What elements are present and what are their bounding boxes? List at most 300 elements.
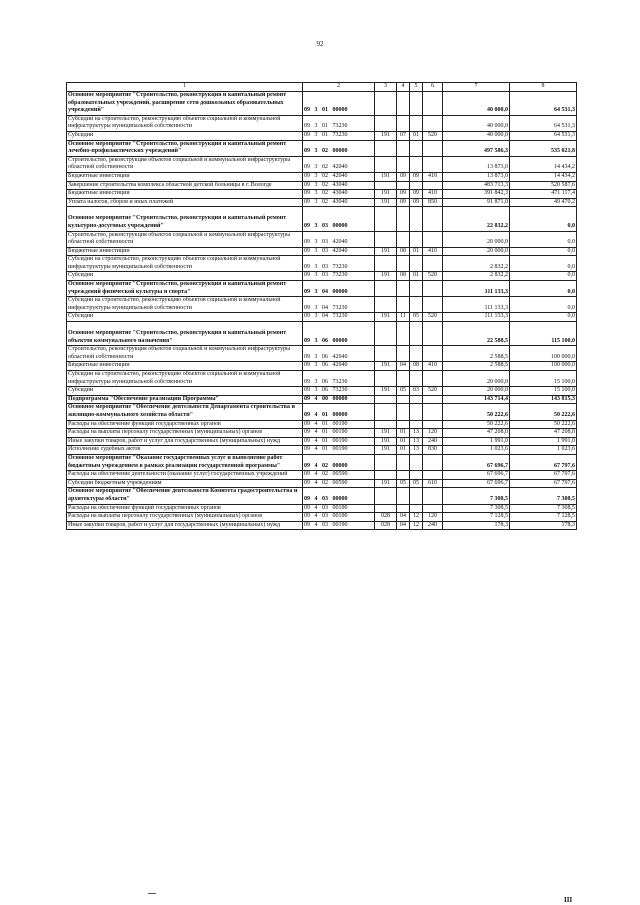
subsection-code-cell: 03 (410, 387, 423, 396)
amount-year1-cell: 67 696,7 (443, 479, 510, 488)
target-code-cell: 09 4 03 00190 (303, 513, 375, 522)
amount-year1-cell: 2 832,2 (443, 256, 510, 272)
expense-type-cell: 120 (423, 429, 443, 438)
subsection-code-cell: 01 (410, 131, 423, 140)
amount-year1-cell: 178,3 (443, 521, 510, 530)
expense-type-cell: 520 (423, 131, 443, 140)
section-code-cell (397, 92, 410, 116)
section-code-cell: 01 (397, 446, 410, 455)
amount-year2-cell: 14 434,2 (510, 156, 577, 172)
subsection-code-cell: 01 (410, 247, 423, 256)
table-row (67, 256, 577, 272)
target-code-cell: 09 4 00 00000 (303, 395, 375, 404)
expense-type-cell: 120 (423, 513, 443, 522)
row-name-cell: Субсидии (67, 131, 303, 140)
subsection-code-cell (410, 207, 423, 231)
subsection-code-cell (410, 454, 423, 470)
subsection-code-cell: 12 (410, 513, 423, 522)
amount-year2-cell: 0,0 (510, 272, 577, 281)
table-row (67, 156, 577, 172)
row-name-cell: Уплата налогов, сборов и иных платежей (67, 198, 303, 207)
target-code-cell: 09 3 01 73230 (303, 131, 375, 140)
section-code-cell (397, 371, 410, 387)
amount-year1-cell: 67 696,7 (443, 471, 510, 480)
section-code-cell: 04 (397, 521, 410, 530)
scan-mark (148, 893, 156, 894)
amount-year2-cell: 67 797,6 (510, 471, 577, 480)
expense-type-cell: 240 (423, 437, 443, 446)
amount-year2-cell: 471 117,4 (510, 190, 577, 199)
amount-year2-cell: 7 308,5 (510, 504, 577, 513)
target-code-cell: 09 3 02 43040 (303, 190, 375, 199)
ministry-code-cell (375, 140, 397, 156)
ministry-code-cell: 191 (375, 313, 397, 322)
table-row (67, 172, 577, 181)
target-code-cell: 09 3 04 73230 (303, 297, 375, 313)
amount-year1-cell: 2 832,2 (443, 272, 510, 281)
table-row (67, 387, 577, 396)
subsection-code-cell: 05 (410, 479, 423, 488)
amount-year2-cell: 50 222,6 (510, 404, 577, 420)
amount-year2-cell: 1 991,0 (510, 437, 577, 446)
subsection-code-cell (410, 488, 423, 504)
amount-year1-cell: 40 000,0 (443, 131, 510, 140)
ministry-code-cell: 191 (375, 172, 397, 181)
table-row (67, 131, 577, 140)
row-name-cell: Субсидии на строительство, реконструкцию объектов социальной и коммунальной инфраструктуры муниципальной собственности (67, 371, 303, 387)
amount-year1-cell: 13 873,0 (443, 172, 510, 181)
amount-year1-cell: 2 588,5 (443, 346, 510, 362)
expense-type-cell (423, 92, 443, 116)
table-row (67, 181, 577, 190)
amount-year2-cell: 64 531,3 (510, 131, 577, 140)
amount-year2-cell: 535 021,8 (510, 140, 577, 156)
section-code-cell (397, 420, 410, 429)
amount-year2-cell: 64 531,3 (510, 92, 577, 116)
expense-type-cell: 410 (423, 362, 443, 371)
target-code-cell: 09 4 03 00190 (303, 504, 375, 513)
ministry-code-cell (375, 92, 397, 116)
expense-type-cell: 410 (423, 172, 443, 181)
table-row (67, 429, 577, 438)
amount-year2-cell: 47 208,0 (510, 429, 577, 438)
column-header: 8 (510, 83, 577, 92)
column-header: 5 (410, 83, 423, 92)
subsection-code-cell (410, 231, 423, 247)
table-row (67, 346, 577, 362)
target-code-cell: 09 4 01 00190 (303, 437, 375, 446)
expense-type-cell (423, 488, 443, 504)
ministry-code-cell (375, 115, 397, 131)
ministry-code-cell (375, 281, 397, 297)
target-code-cell: 09 3 06 42040 (303, 346, 375, 362)
target-code-cell: 09 3 02 42040 (303, 172, 375, 181)
amount-year2-cell: 100 000,0 (510, 346, 577, 362)
amount-year1-cell: 22 832,2 (443, 207, 510, 231)
section-code-cell (397, 256, 410, 272)
section-code-cell (397, 297, 410, 313)
target-code-cell: 09 3 02 42040 (303, 156, 375, 172)
ministry-code-cell (375, 181, 397, 190)
target-code-cell: 09 4 02 00590 (303, 479, 375, 488)
amount-year2-cell: 0,0 (510, 313, 577, 322)
target-code-cell: 09 3 04 73230 (303, 313, 375, 322)
row-name-cell: Строительство, реконструкция объектов социальной и коммунальной инфраструктуры областной собственности (67, 231, 303, 247)
section-code-cell (397, 395, 410, 404)
table-row (67, 247, 577, 256)
ministry-code-cell: 191 (375, 131, 397, 140)
amount-year2-cell: 15 100,0 (510, 371, 577, 387)
section-code-cell (397, 488, 410, 504)
subsection-code-cell (410, 504, 423, 513)
expense-type-cell (423, 404, 443, 420)
ministry-code-cell: 191 (375, 446, 397, 455)
ministry-code-cell (375, 346, 397, 362)
subsection-code-cell (410, 281, 423, 297)
section-code-cell (397, 181, 410, 190)
subsection-code-cell (410, 404, 423, 420)
ministry-code-cell (375, 504, 397, 513)
subsection-code-cell (410, 92, 423, 116)
target-code-cell: 09 4 01 00190 (303, 446, 375, 455)
row-name-cell: Расходы на обеспечение функций государственных органов (67, 504, 303, 513)
subsection-code-cell (410, 395, 423, 404)
amount-year2-cell: 50 222,6 (510, 420, 577, 429)
ministry-code-cell (375, 404, 397, 420)
expense-type-cell (423, 181, 443, 190)
row-name-cell: Основное мероприятие "Строительство, реконструкция и капитальный ремонт лечебно-профилактических учреждений" (67, 140, 303, 156)
ministry-code-cell (375, 322, 397, 346)
table-row (67, 190, 577, 199)
amount-year1-cell: 7 308,5 (443, 488, 510, 504)
section-code-cell: 04 (397, 513, 410, 522)
amount-year1-cell: 40 000,0 (443, 92, 510, 116)
table-row (67, 446, 577, 455)
section-code-cell (397, 140, 410, 156)
table-row (67, 479, 577, 488)
section-code-cell (397, 207, 410, 231)
subsection-code-cell (410, 297, 423, 313)
expense-type-cell: 240 (423, 521, 443, 530)
section-code-cell: 09 (397, 172, 410, 181)
target-code-cell: 09 3 06 42040 (303, 362, 375, 371)
column-header: 6 (423, 83, 443, 92)
section-code-cell (397, 281, 410, 297)
table-row (67, 92, 577, 116)
target-code-cell: 09 3 06 00000 (303, 322, 375, 346)
section-code-cell: 07 (397, 131, 410, 140)
row-name-cell: Субсидии (67, 313, 303, 322)
row-name-cell: Субсидии (67, 272, 303, 281)
row-name-cell: Бюджетные инвестиции (67, 362, 303, 371)
row-name-cell: Субсидии (67, 387, 303, 396)
table-row (67, 471, 577, 480)
amount-year1-cell: 143 714,4 (443, 395, 510, 404)
ministry-code-cell: 191 (375, 198, 397, 207)
amount-year1-cell: 47 208,0 (443, 429, 510, 438)
amount-year2-cell: 1 023,6 (510, 446, 577, 455)
ministry-code-cell: 191 (375, 437, 397, 446)
target-code-cell: 09 3 03 73230 (303, 256, 375, 272)
table-row (67, 504, 577, 513)
subsection-code-cell (410, 256, 423, 272)
row-name-cell: Завершение строительства комплекса областной детской больницы в г. Вологде (67, 181, 303, 190)
target-code-cell: 09 4 02 00000 (303, 454, 375, 470)
target-code-cell: 09 3 04 00000 (303, 281, 375, 297)
amount-year2-cell: 7 308,5 (510, 488, 577, 504)
table-row (67, 362, 577, 371)
ministry-code-cell: 191 (375, 362, 397, 371)
ministry-code-cell (375, 488, 397, 504)
amount-year1-cell: 22 588,5 (443, 322, 510, 346)
row-name-cell: Субсидии на строительство, реконструкцию объектов социальной и коммунальной инфраструктуры муниципальной собственности (67, 256, 303, 272)
section-code-cell (397, 346, 410, 362)
table-row (67, 198, 577, 207)
target-code-cell: 09 3 03 42040 (303, 247, 375, 256)
subsection-code-cell: 05 (410, 313, 423, 322)
target-code-cell: 09 4 01 00190 (303, 429, 375, 438)
amount-year1-cell: 20 000,0 (443, 231, 510, 247)
row-name-cell: Расходы на обеспечение деятельности (оказание услуг) государственных учреждений (67, 471, 303, 480)
subsection-code-cell: 09 (410, 190, 423, 199)
target-code-cell: 09 3 06 73230 (303, 387, 375, 396)
amount-year1-cell: 67 696,7 (443, 454, 510, 470)
amount-year1-cell: 2 588,5 (443, 362, 510, 371)
amount-year1-cell: 91 871,0 (443, 198, 510, 207)
target-code-cell: 09 3 02 43040 (303, 181, 375, 190)
section-code-cell: 08 (397, 272, 410, 281)
amount-year1-cell: 50 222,6 (443, 404, 510, 420)
target-code-cell: 09 4 01 00190 (303, 420, 375, 429)
table-row (67, 371, 577, 387)
amount-year1-cell: 7 308,5 (443, 504, 510, 513)
row-name-cell: Бюджетные инвестиции (67, 190, 303, 199)
table-row (67, 404, 577, 420)
ministry-code-cell (375, 420, 397, 429)
amount-year2-cell: 520 587,6 (510, 181, 577, 190)
section-code-cell (397, 156, 410, 172)
column-header: 3 (375, 83, 397, 92)
subsection-code-cell (410, 140, 423, 156)
table-row (67, 281, 577, 297)
table-row (67, 207, 577, 231)
row-name-cell: Основное мероприятие "Строительство, реконструкция и капитальный ремонт образовательных учреждений, расширение сети дошкольных образовательных учреждений" (67, 92, 303, 116)
ministry-code-cell (375, 231, 397, 247)
amount-year2-cell: 143 815,3 (510, 395, 577, 404)
table-row (67, 420, 577, 429)
section-code-cell (397, 504, 410, 513)
amount-year1-cell: 13 873,0 (443, 156, 510, 172)
ministry-code-cell: 191 (375, 190, 397, 199)
table-row (67, 313, 577, 322)
target-code-cell: 09 4 03 00190 (303, 521, 375, 530)
row-name-cell: Субсидии на строительство, реконструкцию объектов социальной и коммунальной инфраструктуры муниципальной собственности (67, 115, 303, 131)
subsection-code-cell (410, 156, 423, 172)
target-code-cell: 09 4 02 00590 (303, 471, 375, 480)
amount-year1-cell: 111 133,3 (443, 313, 510, 322)
amount-year1-cell: 1 991,0 (443, 437, 510, 446)
amount-year1-cell: 391 842,3 (443, 190, 510, 199)
row-name-cell: Субсидии бюджетным учреждениям (67, 479, 303, 488)
table-row (67, 488, 577, 504)
ministry-code-cell: 191 (375, 247, 397, 256)
table-row (67, 115, 577, 131)
subsection-code-cell (410, 471, 423, 480)
amount-year2-cell: 15 100,0 (510, 387, 577, 396)
section-code-cell: 09 (397, 198, 410, 207)
section-code-cell (397, 454, 410, 470)
expense-type-cell (423, 140, 443, 156)
subsection-code-cell (410, 420, 423, 429)
expense-type-cell (423, 115, 443, 131)
amount-year2-cell: 0,0 (510, 247, 577, 256)
table-row (67, 454, 577, 470)
target-code-cell: 09 3 02 43040 (303, 198, 375, 207)
subsection-code-cell: 13 (410, 446, 423, 455)
column-header: 1 (67, 83, 303, 92)
table-row (67, 437, 577, 446)
expense-type-cell (423, 504, 443, 513)
table-row (67, 297, 577, 313)
row-name-cell: Строительство, реконструкция объектов социальной и коммунальной инфраструктуры областной собственности (67, 346, 303, 362)
subsection-code-cell (410, 115, 423, 131)
ministry-code-cell: 191 (375, 429, 397, 438)
row-name-cell: Расходы на выплаты персоналу государственных (муниципальных) органов (67, 429, 303, 438)
table-row (67, 272, 577, 281)
section-code-cell: 09 (397, 190, 410, 199)
amount-year2-cell: 0,0 (510, 207, 577, 231)
table-row (67, 513, 577, 522)
expense-type-cell: 410 (423, 247, 443, 256)
expense-type-cell (423, 471, 443, 480)
amount-year2-cell: 100 000,0 (510, 362, 577, 371)
amount-year1-cell: 483 713,3 (443, 181, 510, 190)
subsection-code-cell (410, 346, 423, 362)
amount-year1-cell: 20 000,0 (443, 247, 510, 256)
corner-mark: III (564, 896, 573, 904)
ministry-code-cell (375, 156, 397, 172)
ministry-code-cell: 028 (375, 513, 397, 522)
section-code-cell: 04 (397, 362, 410, 371)
amount-year2-cell: 64 531,3 (510, 115, 577, 131)
page-number: 92 (316, 40, 324, 48)
row-name-cell: Основное мероприятие "Оказание государственных услуг и выполнение работ бюджетным учреждением в рамках реализации государственной программы" (67, 454, 303, 470)
row-name-cell: Бюджетные инвестиции (67, 247, 303, 256)
ministry-code-cell (375, 471, 397, 480)
section-code-cell: 05 (397, 479, 410, 488)
amount-year2-cell: 0,0 (510, 256, 577, 272)
section-code-cell: 05 (397, 387, 410, 396)
expense-type-cell: 520 (423, 387, 443, 396)
expense-type-cell: 520 (423, 313, 443, 322)
section-code-cell (397, 231, 410, 247)
column-header: 4 (397, 83, 410, 92)
amount-year2-cell: 0,0 (510, 281, 577, 297)
row-name-cell: Основное мероприятие "Строительство, реконструкция и капитальный ремонт культурно-досуговых учреждений" (67, 207, 303, 231)
expense-type-cell: 520 (423, 272, 443, 281)
ministry-code-cell (375, 207, 397, 231)
amount-year2-cell: 67 797,6 (510, 454, 577, 470)
amount-year1-cell: 40 000,0 (443, 115, 510, 131)
subsection-code-cell: 12 (410, 521, 423, 530)
subsection-code-cell: 13 (410, 437, 423, 446)
expense-type-cell (423, 231, 443, 247)
ministry-code-cell: 191 (375, 387, 397, 396)
target-code-cell: 09 4 01 00000 (303, 404, 375, 420)
amount-year1-cell: 20 000,0 (443, 387, 510, 396)
target-code-cell: 09 3 03 00000 (303, 207, 375, 231)
expense-type-cell: 830 (423, 446, 443, 455)
target-code-cell: 09 3 01 73230 (303, 115, 375, 131)
expense-type-cell (423, 395, 443, 404)
target-code-cell: 09 4 03 00000 (303, 488, 375, 504)
row-name-cell: Основное мероприятие "Строительство, реконструкция и капитальный ремонт объектов коммунального назначения" (67, 322, 303, 346)
amount-year1-cell: 50 222,6 (443, 420, 510, 429)
target-code-cell: 09 3 03 73230 (303, 272, 375, 281)
section-code-cell: 01 (397, 437, 410, 446)
expense-type-cell: 850 (423, 198, 443, 207)
amount-year2-cell: 14 434,2 (510, 172, 577, 181)
amount-year2-cell: 67 797,6 (510, 479, 577, 488)
expense-type-cell (423, 156, 443, 172)
row-name-cell: Исполнение судебных актов (67, 446, 303, 455)
table-row (67, 322, 577, 346)
ministry-code-cell (375, 371, 397, 387)
target-code-cell: 09 3 06 73230 (303, 371, 375, 387)
subsection-code-cell (410, 322, 423, 346)
ministry-code-cell (375, 256, 397, 272)
amount-year1-cell: 497 586,3 (443, 140, 510, 156)
amount-year2-cell: 115 100,0 (510, 322, 577, 346)
amount-year2-cell: 7 128,5 (510, 513, 577, 522)
table-row (67, 395, 577, 404)
section-code-cell (397, 322, 410, 346)
amount-year1-cell: 20 000,0 (443, 371, 510, 387)
section-code-cell (397, 404, 410, 420)
amount-year1-cell: 111 133,3 (443, 297, 510, 313)
row-name-cell: Строительство, реконструкция объектов социальной и коммунальной инфраструктуры областной собственности (67, 156, 303, 172)
ministry-code-cell: 028 (375, 521, 397, 530)
section-code-cell: 11 (397, 313, 410, 322)
expense-type-cell (423, 322, 443, 346)
ministry-code-cell (375, 454, 397, 470)
subsection-code-cell: 08 (410, 362, 423, 371)
subsection-code-cell: 01 (410, 272, 423, 281)
expense-type-cell (423, 454, 443, 470)
row-name-cell: Иные закупки товаров, работ и услуг для государственных (муниципальных) нужд (67, 521, 303, 530)
expense-type-cell (423, 281, 443, 297)
expense-type-cell (423, 256, 443, 272)
ministry-code-cell: 191 (375, 479, 397, 488)
amount-year2-cell: 0,0 (510, 297, 577, 313)
section-code-cell: 01 (397, 429, 410, 438)
target-code-cell: 09 3 01 00000 (303, 92, 375, 116)
expense-type-cell (423, 420, 443, 429)
amount-year2-cell: 0,0 (510, 231, 577, 247)
expense-type-cell (423, 207, 443, 231)
section-code-cell (397, 471, 410, 480)
subsection-code-cell (410, 371, 423, 387)
column-header: 7 (443, 83, 510, 92)
budget-table (66, 82, 577, 530)
section-code-cell (397, 115, 410, 131)
amount-year2-cell: 178,3 (510, 521, 577, 530)
ministry-code-cell (375, 297, 397, 313)
subsection-code-cell: 09 (410, 198, 423, 207)
row-name-cell: Бюджетные инвестиции (67, 172, 303, 181)
amount-year1-cell: 111 133,3 (443, 281, 510, 297)
table-body (67, 83, 577, 530)
